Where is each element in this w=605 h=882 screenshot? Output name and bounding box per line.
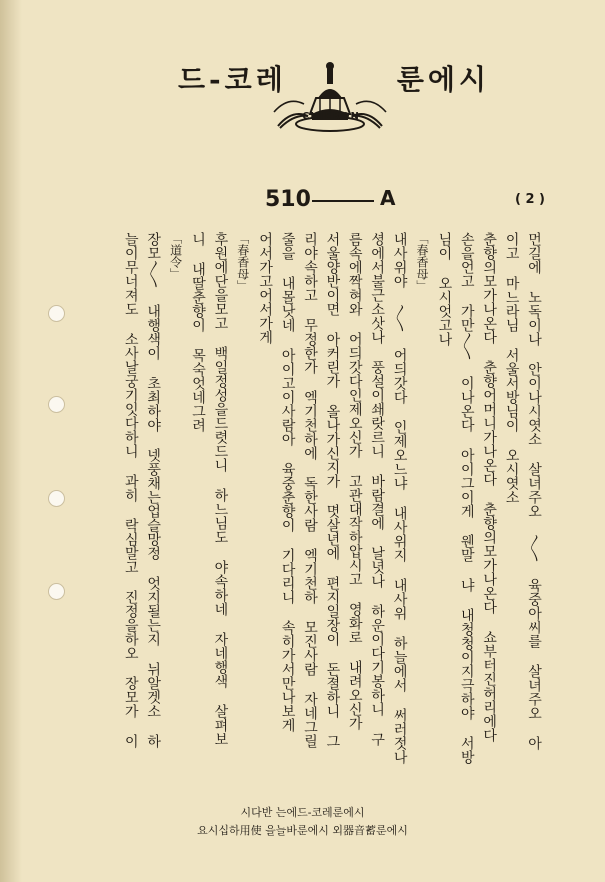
lyric-column: 손을언고 가만〳〵 이나온다 아이그이게 웬말 냐 내청청이지극하야 서방: [458, 232, 475, 764]
label-header: [150, 48, 520, 148]
lyric-column: 춘향의모가나온다 춘향어머니가나온다 춘향의모가나온다 쇼부터진허리에다: [481, 232, 498, 742]
lyric-column: 어서가고어서가게: [257, 232, 274, 344]
punch-hole: [48, 305, 65, 322]
lyric-column: 장모〳〵 내행색이 초최하야 넷풍채는업슬망정 엇지될는지 뉘알겟소 하: [145, 232, 162, 748]
speaker-label: 「春香母」: [415, 232, 429, 292]
record-number: 510: [265, 187, 311, 212]
footer-line-2: 요시십하用使 을늘바룬에시 외器音蓄룬에시: [197, 824, 408, 837]
record-side: A: [380, 186, 396, 210]
lyric-column: 님이 오시엇고나: [436, 232, 453, 346]
punch-hole: [48, 396, 65, 413]
lyric-column: 이고 마느라님 서울서방님이 오시엿소: [503, 232, 520, 504]
punch-hole: [48, 583, 65, 600]
speaker-label: 「春香母」: [235, 232, 250, 292]
record-divider: [312, 200, 374, 202]
lyric-column: 니 내딸춘향이 목숙엇네그려: [190, 232, 206, 432]
punch-hole: [48, 490, 65, 507]
lyric-column: 줄을 내몰낫네 아이고이사람아 육중춘향이 기다리니 속히가서만나보게: [279, 232, 296, 732]
lyric-column: 서울양반이면 아커린가 올나가신지가 몃살년에 편지일장이 돈졀하니 그: [324, 232, 341, 748]
speaker-label: 「道令」: [168, 232, 183, 280]
lyric-column: 내사위야 〳〵 어듸갓다 인제오느냐 내사위지 내사위 하늘에서 써러젓나: [391, 232, 408, 764]
lyric-column: 후원에단을모고 백일정성을드렷드니 하느님도 야속하네 자네행색 살펴보: [212, 232, 229, 746]
gramophone-logo-icon: [270, 54, 390, 144]
page-number: ( 2 ): [515, 192, 545, 207]
brand-label: CHIERON: [302, 111, 360, 122]
binding-shadow: [0, 0, 22, 882]
footer-line-1: 시다반 는에드-코레룬에시: [240, 806, 365, 819]
header-title-left: 드-코레: [178, 63, 287, 96]
lyric-column: 늘이무너져도 소사날궁기잇다하니 과히 락심말고 진정을하오 장모가 이: [122, 232, 139, 748]
lyric-column: 먼길에 노독이나 안이나시엿소 살녀주오 〳〵 육중아씨를 살녀주오 아: [526, 232, 542, 750]
lyric-column: 셩에서불근소삿나 풍설이쇄랏르니 바람결에 날녓나 하운이다기봉하니 구: [369, 232, 386, 746]
header-title-right: 룬에시: [396, 63, 490, 96]
lyrics-text: [92, 232, 544, 797]
lyric-column: 리야속하고 무정한가 엑기천하에 독한사람 엑기천하 모진사람 자네그릴: [302, 232, 318, 748]
lyric-column: 름속에짝혀와 어듸갓다인제오신가 고관대작하압시고 영화로 내려오신가: [346, 232, 363, 730]
